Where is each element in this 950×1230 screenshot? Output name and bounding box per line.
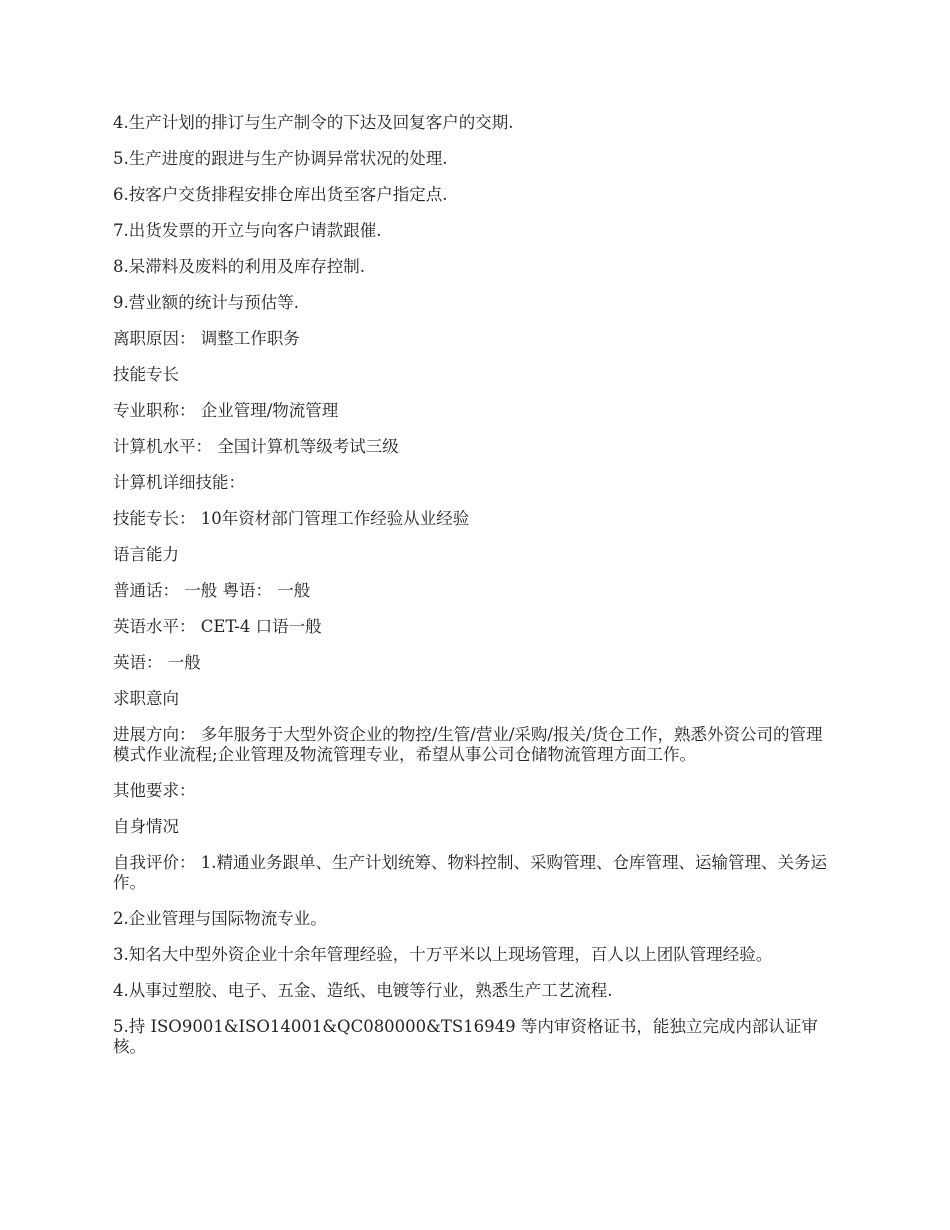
paragraph-revenue-stats: 9.营业额的统计与预估等. — [113, 293, 299, 312]
section-heading-self-profile: 自身情况 — [113, 817, 179, 836]
paragraph-career-direction: 进展方向： 多年服务于大型外资企业的物控/生管/营业/采购/报关/货仓工作，熟悉外资公司的管理模式作业流程;企业管理及物流管理专业，希望从事公司仓储物流管理方面工作。 — [113, 725, 823, 764]
paragraph-production-plan: 4.生产计划的排订与生产制令的下达及回复客户的交期. — [113, 113, 514, 132]
section-heading-job-intention: 求职意向 — [113, 689, 179, 708]
paragraph-english-level: 英语水平： CET-4 口语一般 — [113, 617, 322, 636]
paragraph-shipping-schedule: 6.按客户交货排程安排仓库出货至客户指定点. — [113, 185, 448, 204]
paragraph-skill-expertise: 技能专长： 10年资材部门管理工作经验从业经验 — [113, 509, 470, 528]
paragraph-computer-skills: 计算机详细技能： — [113, 473, 245, 492]
paragraph-invoice: 7.出货发票的开立与向客户请款跟催. — [113, 221, 382, 240]
section-heading-languages: 语言能力 — [113, 545, 179, 564]
paragraph-other-requirements: 其他要求： — [113, 781, 196, 800]
paragraph-inventory-control: 8.呆滞料及废料的利用及库存控制. — [113, 257, 365, 276]
paragraph-english: 英语： 一般 — [113, 653, 201, 672]
paragraph-computer-level: 计算机水平： 全国计算机等级考试三级 — [113, 437, 399, 456]
section-heading-skills: 技能专长 — [113, 365, 179, 384]
document-body — [113, 113, 835, 1073]
paragraph-mandarin-cantonese: 普通话： 一般 粤语： 一般 — [113, 581, 311, 600]
paragraph-leave-reason: 离职原因： 调整工作职务 — [113, 329, 300, 348]
paragraph-professional-title: 专业职称： 企业管理/物流管理 — [113, 401, 339, 420]
paragraph-self-evaluation: 自我评价： 1.精通业务跟单、生产计划统筹、物料控制、采购管理、仓库管理、运输管理、关务运作。 — [113, 853, 827, 892]
paragraph-education-major: 2.企业管理与国际物流专业。 — [113, 909, 327, 928]
paragraph-management-experience: 3.知名大中型外资企业十余年管理经验，十万平米以上现场管理，百人以上团队管理经验。 — [113, 945, 773, 964]
paragraph-production-progress: 5.生产进度的跟进与生产协调异常状况的处理. — [113, 149, 448, 168]
paragraph-industry-experience: 4.从事过塑胶、电子、五金、造纸、电镀等行业，熟悉生产工艺流程. — [113, 981, 613, 1000]
paragraph-certificates: 5.持 ISO9001&ISO14001&QC080000&TS16949 等内审资格证书，能独立完成内部认证审核。 — [113, 1017, 818, 1056]
